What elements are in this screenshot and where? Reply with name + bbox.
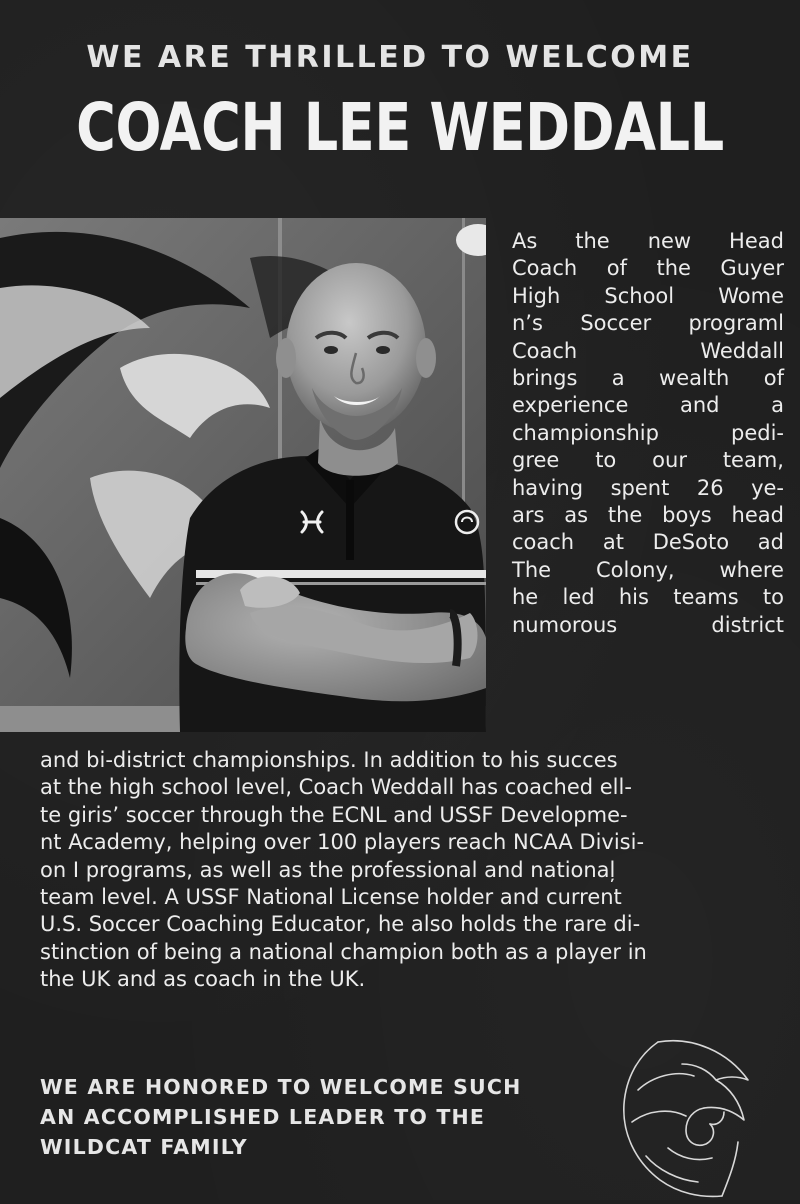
coach-photo: [0, 218, 486, 732]
bio-word: wealth: [659, 366, 730, 391]
bio-word: district: [711, 612, 784, 637]
bio-word: ars: [512, 503, 545, 528]
bio-word: where: [719, 557, 784, 582]
bio-full-line: stinction of being a national champion both as a player in: [40, 939, 647, 964]
coach-name-headline: COACH LEE WEDDALL: [76, 89, 724, 166]
bio-word: 26: [696, 475, 724, 500]
bio-word: at: [602, 530, 624, 555]
bio-column-line: [512, 365, 784, 392]
closing-line: WE ARE HONORED TO WELCOME SUCH: [40, 1075, 522, 1099]
bio-word: the: [656, 256, 691, 281]
bio-text-full-width: [40, 747, 788, 994]
bio-word: Coach: [512, 256, 578, 281]
bio-full-line: and bi-district championships. In addition to his succes: [40, 748, 618, 772]
bio-word: pedi-: [731, 420, 784, 445]
bio-full-line: te giris’ soccer through the ECNL and USSF Developme-: [40, 802, 628, 827]
bio-word: led: [562, 585, 595, 610]
bio-column-line: [512, 584, 784, 611]
bio-word: to: [595, 448, 617, 473]
bio-word: gree: [512, 448, 560, 473]
bio-word: teams: [673, 585, 739, 610]
bio-word: numorous: [512, 612, 618, 637]
bio-full-line: at the high school level, Coach Weddall has coached ell-: [40, 775, 632, 800]
bio-word: programl: [688, 311, 784, 336]
bio-word: coach: [512, 530, 575, 555]
bio-word: DeSoto: [652, 530, 730, 555]
bio-column-line: [512, 392, 784, 419]
bio-word: spent: [610, 475, 670, 500]
bio-column-line: [512, 228, 784, 255]
bio-word: of: [606, 256, 627, 281]
bio-word: n’s: [512, 311, 543, 336]
bio-column-line: [512, 310, 784, 337]
bio-word: boys: [662, 503, 712, 528]
bio-word: the: [607, 503, 643, 528]
bio-word: Soccer: [580, 311, 652, 336]
bio-word: team,: [722, 448, 784, 473]
bio-word: Wome: [718, 283, 784, 308]
bio-full-line: the UK and as coach in the UK.: [40, 967, 366, 992]
bio-column-line: [512, 447, 784, 474]
bio-word: head: [731, 503, 784, 528]
bio-word: Guyer: [720, 256, 784, 281]
bio-word: Weddall: [700, 338, 784, 363]
bio-word: As: [512, 229, 538, 253]
bio-column-line: [512, 283, 784, 310]
bio-column-line: [512, 612, 784, 639]
bio-word: new: [647, 229, 692, 253]
bio-full-line: nt Academy, helping over 100 players reach NCAA Divisi-: [40, 830, 645, 855]
bio-word: as: [564, 503, 589, 528]
closing-line: WILDCAT FAMILY: [40, 1135, 248, 1159]
bio-word: ad: [757, 530, 784, 555]
bio-column-line: [512, 255, 784, 282]
bio-column-line: [512, 338, 784, 365]
bio-word: his: [618, 585, 649, 610]
bio-column-line: [512, 557, 784, 584]
bio-word: of: [763, 366, 784, 391]
bio-word: Colony,: [595, 557, 675, 582]
bio-word: brings: [512, 366, 578, 391]
bio-word: our: [652, 448, 687, 473]
bio-text-column: [512, 228, 784, 639]
bio-full-line: on I programs, as well as the professional and nationaļ: [40, 857, 616, 882]
bio-word: the: [575, 229, 610, 253]
bio-word: he: [512, 585, 539, 610]
closing-statement: [40, 1072, 600, 1162]
bio-word: having: [512, 475, 584, 500]
bio-column-line: [512, 502, 784, 529]
bio-word: School: [604, 283, 675, 308]
bio-word: to: [762, 585, 784, 610]
closing-line: AN ACCOMPLISHED LEADER TO THE: [40, 1105, 486, 1129]
kicker-heading: WE ARE THRILLED TO WELCOME: [86, 40, 694, 75]
bio-column-line: [512, 420, 784, 447]
bio-word: a: [771, 393, 784, 418]
bio-word: and: [680, 393, 720, 418]
bio-word: The: [512, 557, 552, 582]
bio-word: a: [611, 366, 625, 391]
bio-word: High: [512, 283, 561, 308]
bio-word: Coach: [512, 338, 578, 363]
bio-full-line: U.S. Soccer Coaching Educator, he also holds the rare di-: [40, 912, 641, 937]
bio-word: ye-: [751, 475, 784, 500]
bio-word: championship: [512, 420, 659, 445]
wildcat-head-outline-icon: [598, 1030, 768, 1200]
bio-column-line: [512, 529, 784, 556]
bio-word: experience: [512, 393, 629, 418]
bio-column-line: [512, 475, 784, 502]
bio-word: Head: [729, 229, 784, 253]
bio-full-line: team level. A USSF National License holder and current: [40, 885, 622, 910]
